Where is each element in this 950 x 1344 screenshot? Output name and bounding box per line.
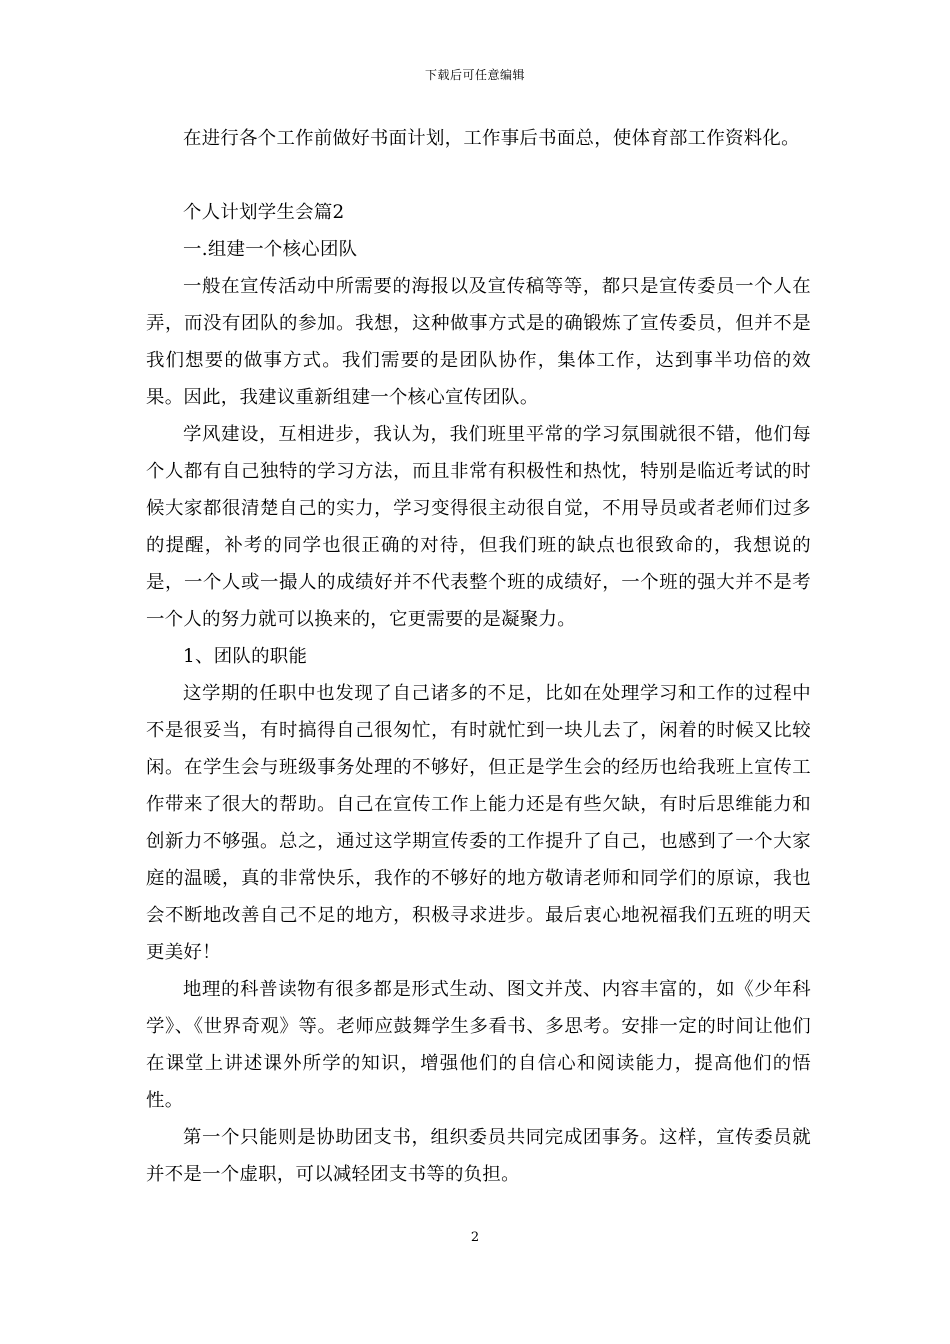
paragraph-study-style: 学风建设，互相进步，我认为，我们班里平常的学习氛围就很不错，他们每个人都有自己独特的学习方法，而且非常有积极性和热忱，特别是临近考试的时候大家都很清楚自己的实力，学习变得很主动很自觉，不用导员或者老师们过多的提醒，补考的同学也很正确的对待，但我们班的缺点也很致命的，我想说的是，一个人或一撮人的成绩好并不代表整个班的成绩好，一个班的强大并不是考一个人的努力就可以换来的，它更需要的是凝聚力。 — [146, 424, 811, 630]
section-heading-core-team: 一.组建一个核心团队 — [183, 239, 358, 260]
page-number: 2 — [470, 1230, 480, 1245]
paragraph-summary: 在进行各个工作前做好书面计划，工作事后书面总，使体育部工作资料化。 — [183, 128, 800, 149]
paragraph-team-building: 一般在宣传活动中所需要的海报以及宣传稿等等，都只是宣传委员一个人在弄，而没有团队的参加。我想，这种做事方式是的确锻炼了宣传委员，但并不是我们想要的做事方式。我们需要的是团队协作，集体工作，达到事半功倍的效果。因此，我建议重新组建一个核心宣传团队。 — [146, 276, 811, 408]
document-body — [146, 120, 811, 1193]
subheading-team-function: 1、团队的职能 — [183, 646, 308, 667]
section-title: 个人计划学生会篇2 — [183, 202, 345, 223]
paragraph-geography-reading: 地理的科普读物有很多都是形式生动、图文并茂、内容丰富的，如《少年科学》、《世界奇观》等。老师应鼓舞学生多看书、多思考。安排一定的时间让他们在课堂上讲述课外所学的知识，增强他们的自信心和阅读能力，提高他们的悟性。 — [146, 979, 811, 1111]
page-header: 下载后可任意编辑 — [424, 68, 525, 82]
paragraph-term-review: 这学期的任职中也发现了自己诸多的不足，比如在处理学习和工作的过程中不是很妥当，有时搞得自己很匆忙，有时就忙到一块儿去了，闲着的时候又比较闲。在学生会与班级事务处理的不够好，但正是学生会的经历也给我班上宣传工作带来了很大的帮助。自己在宣传工作上能力还是有些欠缺，有时后思维能力和创新力不够强。总之，通过这学期宣传委的工作提升了自己，也感到了一个大家庭的温暖，真的非常快乐，我作的不够好的地方敬请老师和同学们的原谅，我也会不断地改善自己不足的地方，积极寻求进步。最后衷心地祝福我们五班的明天更美好！ — [146, 683, 811, 963]
paragraph-gap — [146, 157, 811, 194]
paragraph-first-function: 第一个只能则是协助团支书，组织委员共同完成团事务。这样，宣传委员就并不是一个虚职，可以减轻团支书等的负担。 — [146, 1127, 811, 1185]
